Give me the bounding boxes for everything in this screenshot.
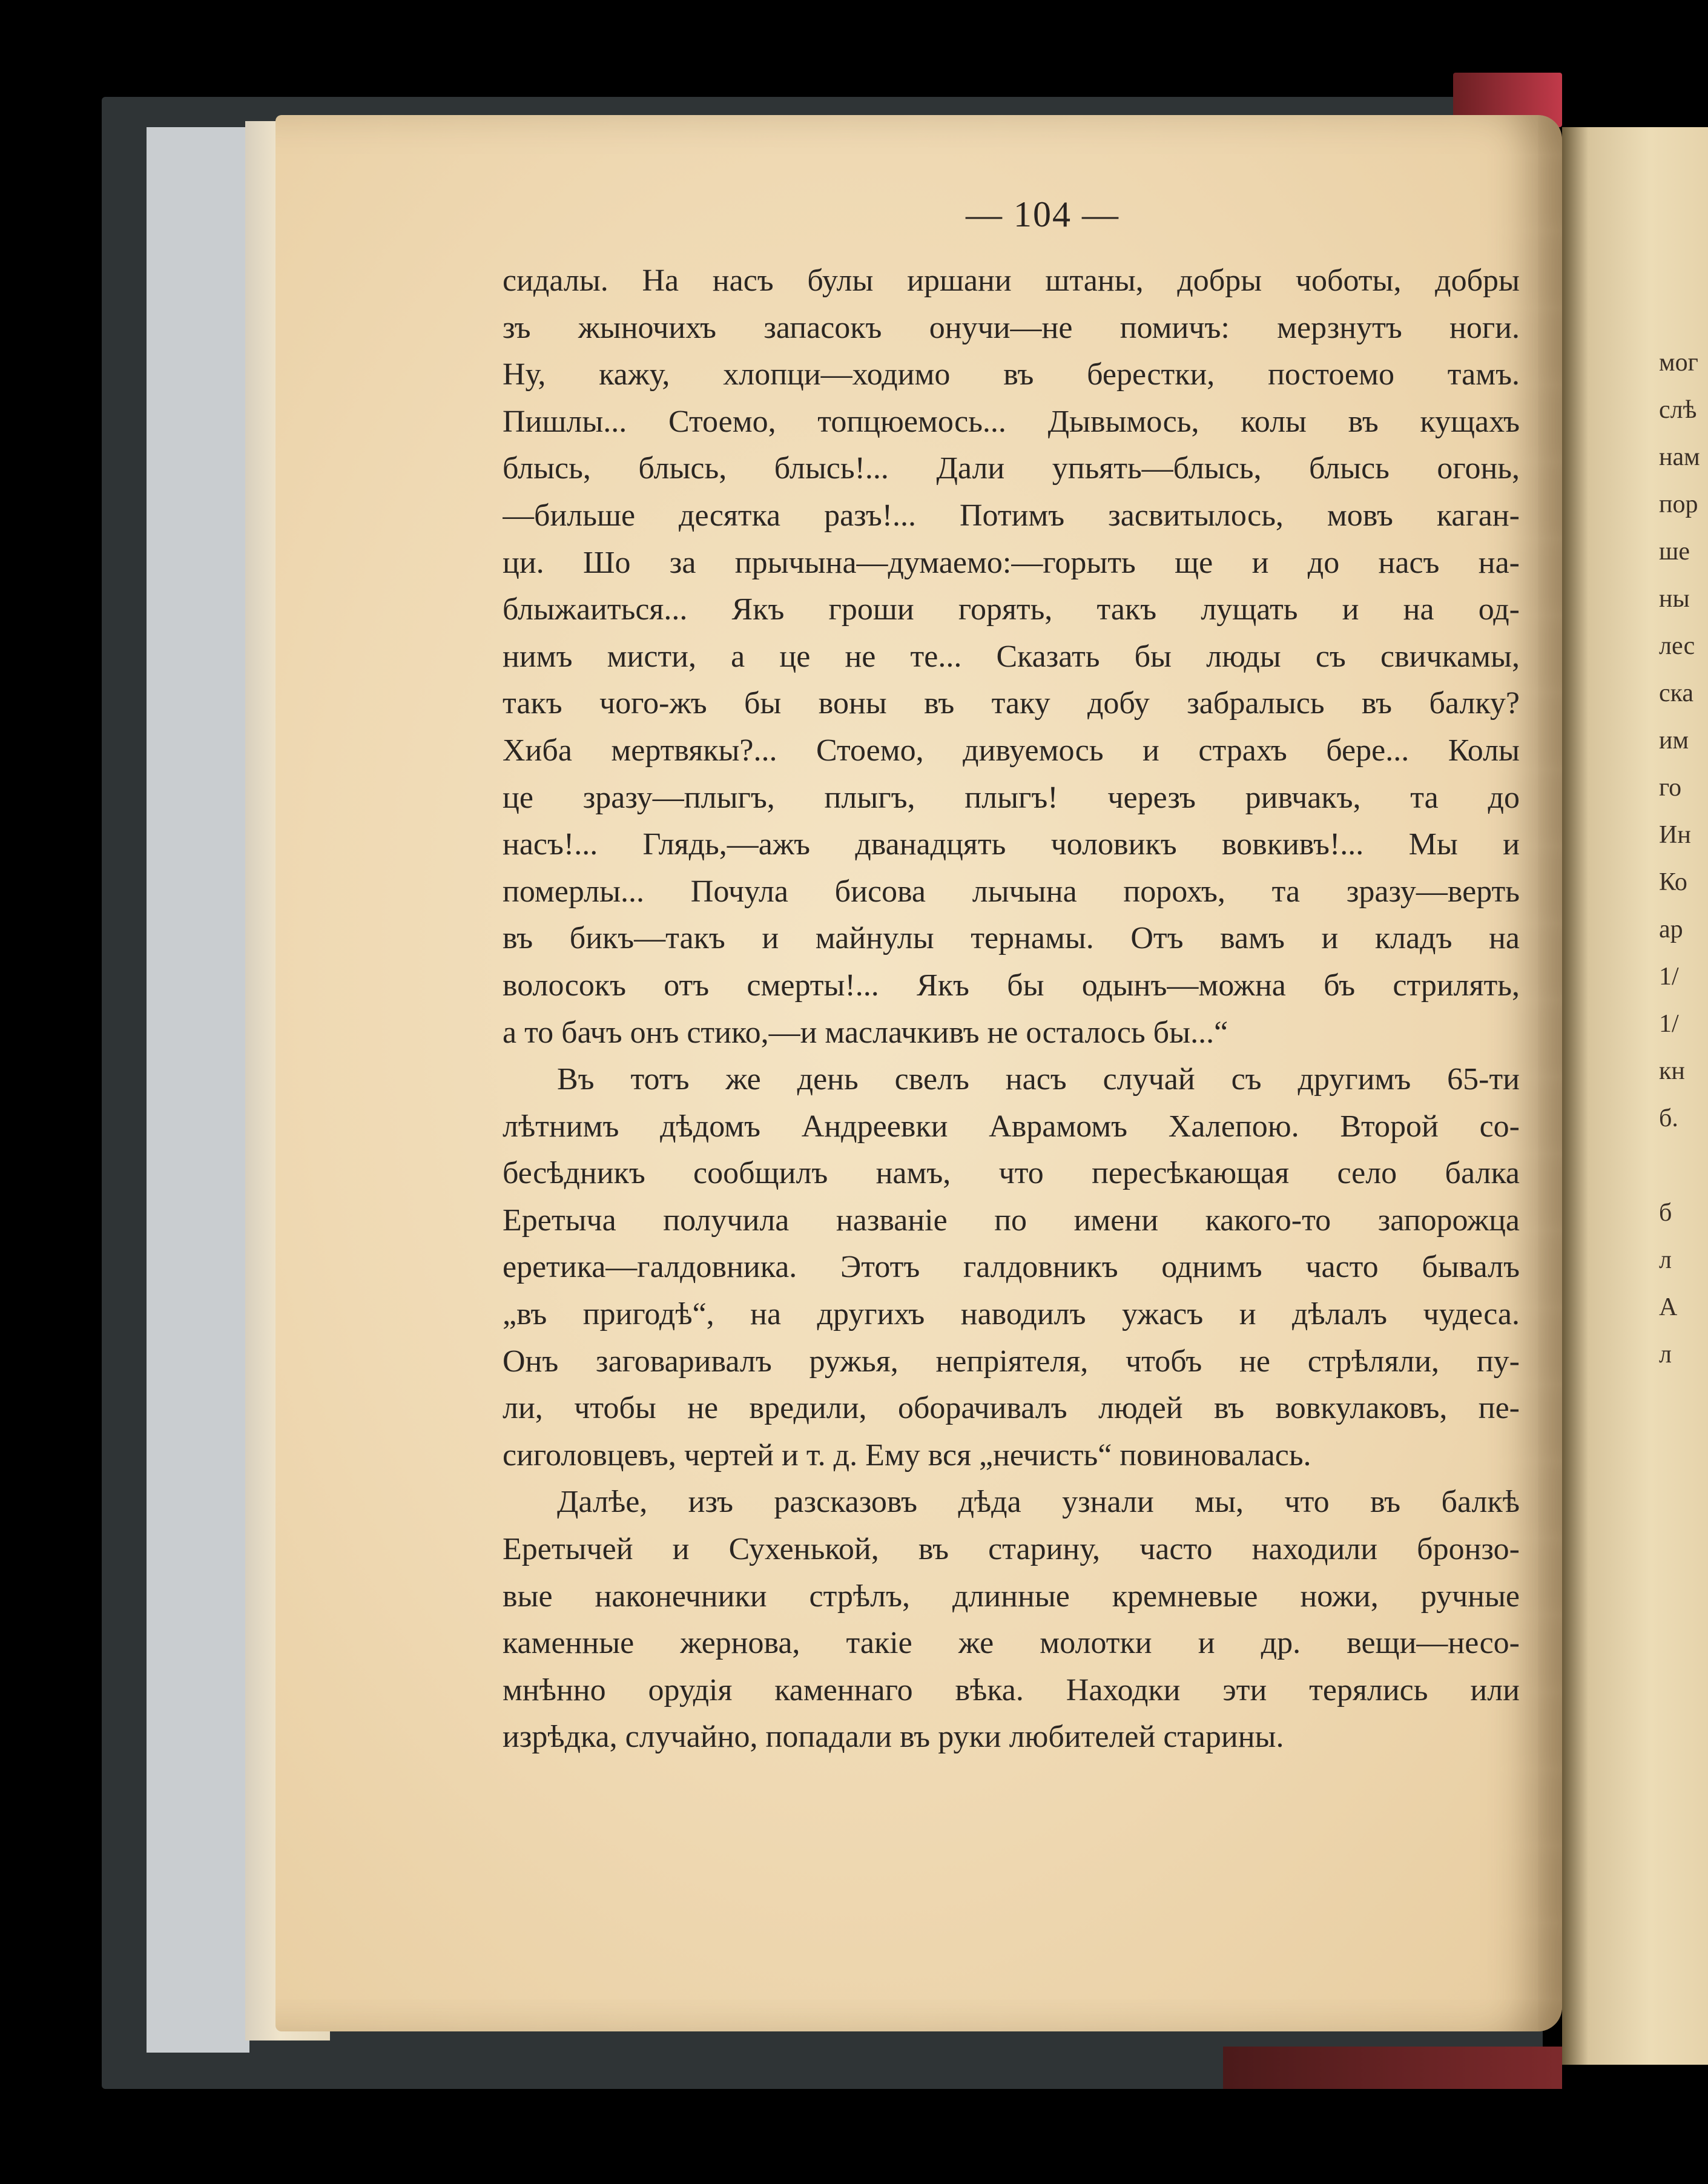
text-line: сиголовцевъ, чертей и т. д. Ему вся „нечисть“ повиновалась. <box>503 1437 1311 1473</box>
text-line: Ну, кажу, хлопци—ходимо въ берестки, постоемо тамъ. <box>503 357 1520 392</box>
facing-page-fragment: 1/ <box>1659 1010 1679 1038</box>
text-line: бесѣдникъ сообщилъ намъ, что пересѣкающая село балка <box>503 1156 1520 1191</box>
facing-page-fragment: мог <box>1659 349 1698 377</box>
text-line: блыжаиться... Якъ гроши горять, такъ лущать и на од- <box>503 592 1520 627</box>
facing-page-fragment: А <box>1659 1293 1678 1321</box>
facing-page-fragment: б. <box>1659 1104 1678 1132</box>
facing-page-fragment: ше <box>1659 538 1690 566</box>
text-line: зъ жыночихъ запасокъ онучи—не помичъ: мерзнутъ ноги. <box>503 310 1520 345</box>
facing-page-fragment: кн <box>1659 1057 1685 1085</box>
facing-page-text <box>1659 339 1707 1378</box>
text-line: Еретычей и Сухенькой, въ старину, часто находили бронзо- <box>503 1532 1520 1567</box>
text-line: блысь, блысь, блысь!... Дали упьять—блысь, блысь огонь, <box>503 451 1520 486</box>
facing-page-fragment: Ко <box>1659 868 1687 896</box>
text-line: ци. Шо за прычына—думаемо:—горыть ще и до насъ на- <box>503 545 1520 580</box>
text-line: померлы... Почула бисова лычына порохъ, та зразу—верть <box>503 874 1520 909</box>
text-line: насъ!... Глядь,—ажъ дванадцять чоловикъ вовкивъ!... Мы и <box>503 827 1520 862</box>
text-line: Онъ заговаривалъ ружья, непріятеля, чтобъ не стрѣляли, пу- <box>503 1344 1520 1379</box>
text-line: такъ чого-жъ бы воны въ таку добу забралысь въ балку? <box>503 686 1520 721</box>
text-line: лѣтнимъ дѣдомъ Андреевки Аврамомъ Халепою. Второй со- <box>503 1109 1520 1144</box>
text-line: Хиба мертвякы?... Стоемо, дивуемось и страхъ бере... Колы <box>503 733 1520 768</box>
text-line: мнѣнно орудія каменнаго вѣка. Находки эти терялись или <box>503 1672 1520 1707</box>
page-number: — 104 — <box>966 194 1119 234</box>
facing-page-fragment: л <box>1659 1246 1672 1274</box>
text-line: Далѣе, изъ разсказовъ дѣда узнали мы, что въ балкѣ <box>557 1485 1520 1520</box>
text-line: каменные жернова, такіе же молотки и др. вещи—несо- <box>503 1626 1520 1661</box>
facing-page-fragment: го <box>1659 774 1682 802</box>
text-line: —бильше десятка разъ!... Потимъ засвитылось, мовъ каган- <box>503 498 1520 533</box>
text-line: „въ пригодѣ“, на другихъ наводилъ ужасъ и дѣлалъ чудеса. <box>503 1297 1520 1332</box>
text-line: ли, чтобы не вредили, оборачивалъ людей въ вовкулаковъ, пе- <box>503 1391 1520 1426</box>
text-line: въ бикъ—такъ и майнулы тернамы. Отъ вамъ и кладъ на <box>503 921 1520 956</box>
text-line: вые наконечники стрѣлъ, длинные кремневые ножи, ручные <box>503 1579 1520 1614</box>
facing-page-fragment: б <box>1659 1199 1672 1227</box>
page-text <box>503 257 1520 1761</box>
facing-page-fragment: ар <box>1659 915 1683 943</box>
text-line: це зразу—плыгъ, плыгъ, плыгъ! черезъ ривчакъ, та до <box>503 780 1520 815</box>
facing-page-fragment: слѣ <box>1659 396 1697 424</box>
text-line: Пишлы... Стоемо, топцюемось... Дывымось, колы въ кущахъ <box>503 404 1520 439</box>
facing-page-fragment: лес <box>1659 632 1695 660</box>
facing-page-fragment: им <box>1659 727 1689 754</box>
facing-page-fragment: 1/ <box>1659 963 1679 991</box>
facing-page-fragment: ны <box>1659 585 1690 613</box>
red-page-edge-bottom <box>1223 2047 1562 2089</box>
facing-page-fragment: нам <box>1659 443 1700 471</box>
facing-page-fragment: пор <box>1659 490 1698 518</box>
text-line: нимъ мисти, а це не те... Сказать бы люды съ свичкамы, <box>503 639 1520 674</box>
text-line: еретика—галдовника. Этотъ галдовникъ однимъ часто бывалъ <box>503 1250 1520 1285</box>
facing-page-fragment: л <box>1659 1341 1672 1368</box>
text-line: Еретыча получила названіе по имени какого-то запорожца <box>503 1203 1520 1238</box>
text-line: а то бачъ онъ стико,—и маслачкивъ не осталось бы...“ <box>503 1015 1228 1050</box>
text-line: Въ тотъ же день свелъ насъ случай съ другимъ 65-ти <box>557 1062 1520 1097</box>
facing-page-fragment <box>1659 1142 1707 1189</box>
facing-page-fragment: Ин <box>1659 821 1691 849</box>
text-line: изрѣдка, случайно, попадали въ руки любителей старины. <box>503 1720 1284 1755</box>
binding-strip <box>147 127 249 2053</box>
text-line: волосокъ отъ смерты!... Якъ бы одынъ—можна бъ стрилять, <box>503 968 1520 1003</box>
text-line: сидалы. На насъ булы иршани штаны, добры чоботы, добры <box>503 263 1520 298</box>
facing-page-fragment: ска <box>1659 679 1694 707</box>
